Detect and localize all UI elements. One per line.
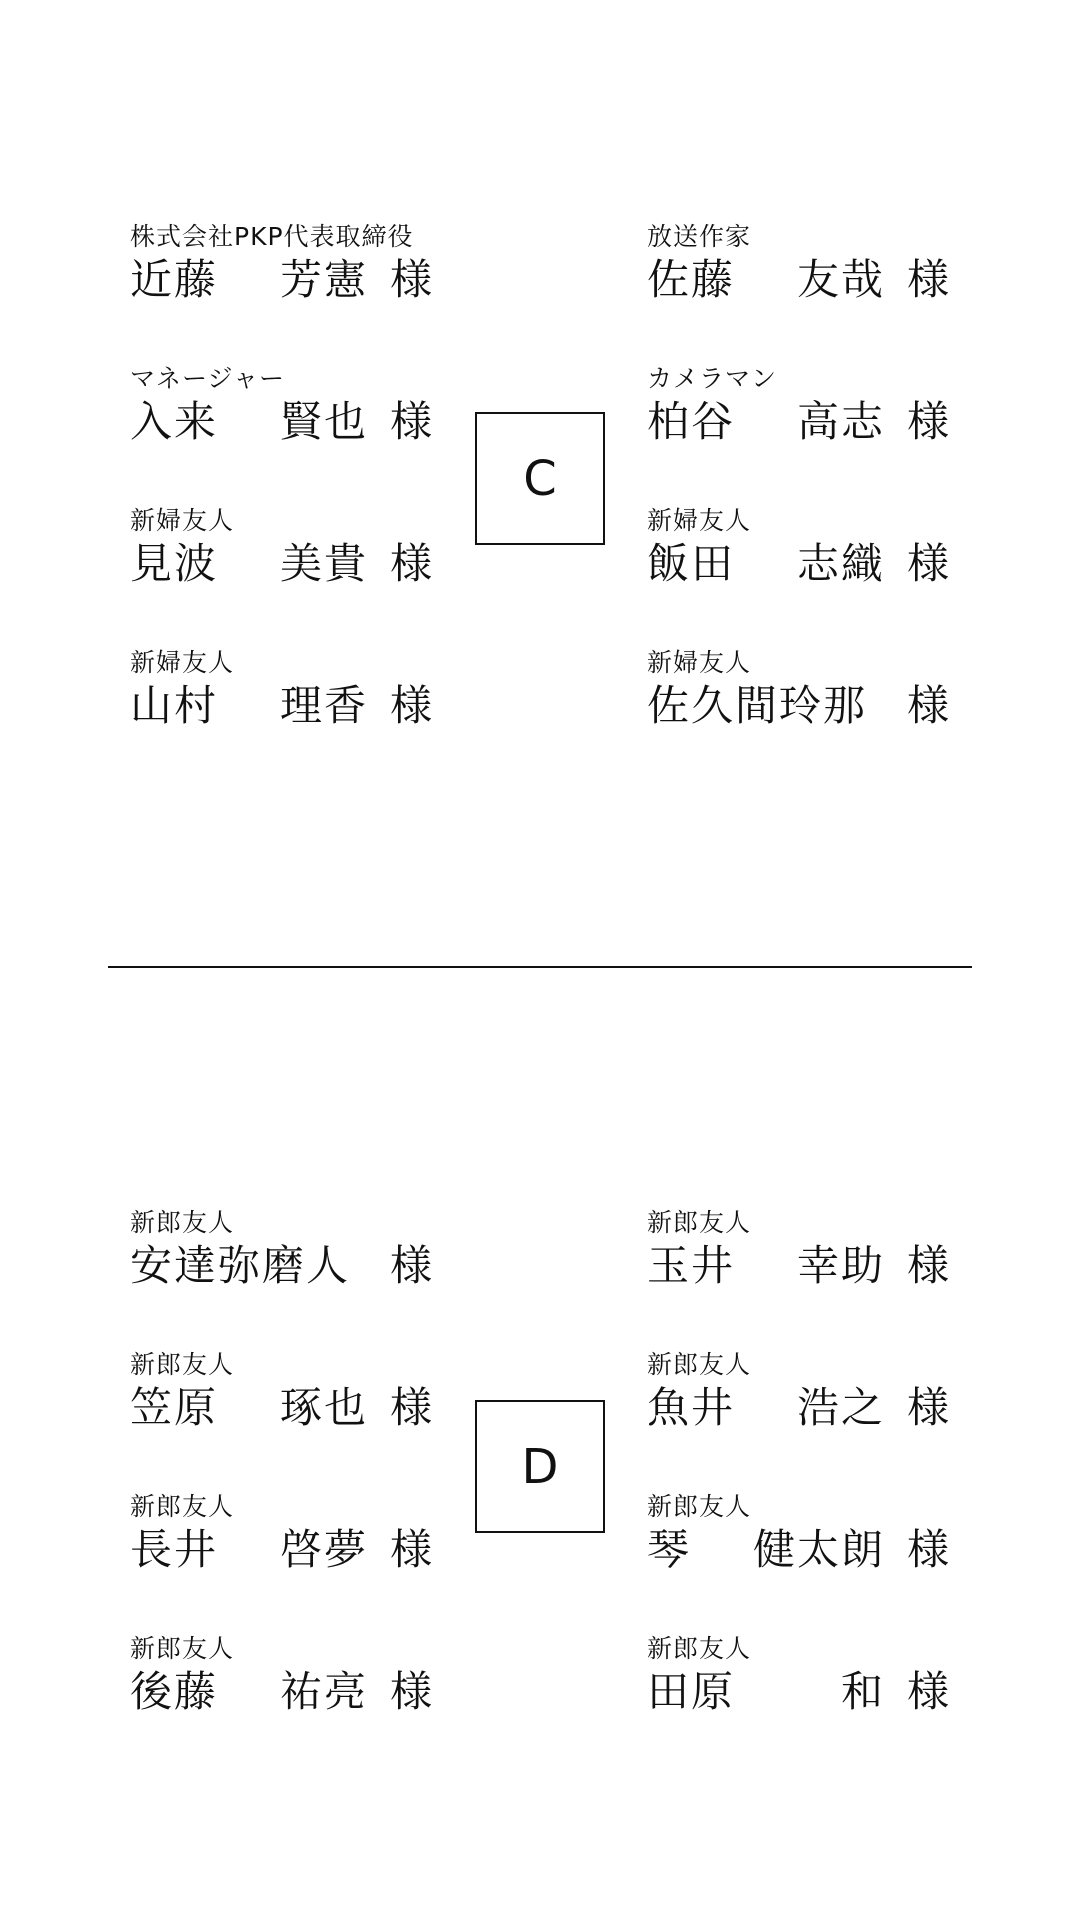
guest-card xyxy=(130,648,434,734)
guest-role: 新婦友人 xyxy=(647,648,752,677)
guest-name xyxy=(130,1664,368,1720)
guest-name-row xyxy=(647,536,951,592)
guest-name-row xyxy=(130,252,434,308)
guest-card xyxy=(647,648,951,734)
guest-card xyxy=(647,506,951,592)
guest-role: 新郎友人 xyxy=(647,1492,752,1521)
guest-surname: 近藤 xyxy=(130,255,219,304)
guest-surname: 長井 xyxy=(130,1525,219,1574)
guest-role: 新郎友人 xyxy=(647,1350,752,1379)
table-label-c: C xyxy=(475,412,605,545)
guest-role: 新郎友人 xyxy=(130,1634,235,1663)
guest-card xyxy=(647,1492,951,1578)
guest-name-row xyxy=(130,1238,434,1294)
guest-surname: 柏谷 xyxy=(647,397,736,446)
guest-name-row xyxy=(130,394,434,450)
guest-role: 新郎友人 xyxy=(130,1208,235,1237)
guest-name-row xyxy=(647,678,951,734)
guest-given-name: 芳憲 xyxy=(279,255,368,304)
guest-given-name: 友哉 xyxy=(796,255,885,304)
guest-honorific: 様 xyxy=(906,1525,951,1574)
guest-name xyxy=(130,1238,368,1294)
guest-name xyxy=(647,394,885,450)
guest-name xyxy=(130,394,368,450)
guest-role: 新婦友人 xyxy=(130,648,235,677)
guest-name xyxy=(647,1380,885,1436)
guest-honorific: 様 xyxy=(906,397,951,446)
guest-role: 株式会社PKP代表取締役 xyxy=(130,222,414,251)
guest-given-name: 幸助 xyxy=(796,1241,885,1290)
guest-role: マネージャー xyxy=(130,364,286,393)
guest-name xyxy=(647,1522,885,1578)
guest-given-name: 賢也 xyxy=(279,397,368,446)
guest-name-row xyxy=(647,394,951,450)
guest-card xyxy=(647,1350,951,1436)
guest-name xyxy=(647,1664,885,1720)
guest-surname: 山村 xyxy=(130,681,219,730)
guest-role: 新郎友人 xyxy=(130,1350,235,1379)
guest-honorific: 様 xyxy=(906,1241,951,1290)
guest-given-name: 美貴 xyxy=(279,539,368,588)
guest-name-row xyxy=(130,1522,434,1578)
guest-surname: 入来 xyxy=(130,397,219,446)
guest-given-name: 志織 xyxy=(796,539,885,588)
guest-name-row xyxy=(130,678,434,734)
guest-name-row xyxy=(647,1522,951,1578)
guest-name-row xyxy=(647,252,951,308)
guest-name xyxy=(130,252,368,308)
section-divider xyxy=(108,966,972,968)
guest-surname: 琴 xyxy=(647,1525,692,1574)
guest-given-name: 琢也 xyxy=(279,1383,368,1432)
guest-name xyxy=(647,1238,885,1294)
guest-surname: 飯田 xyxy=(647,539,736,588)
guest-given-name: 浩之 xyxy=(796,1383,885,1432)
guest-full-name: 安達弥磨人 xyxy=(130,1241,351,1290)
guest-given-name: 高志 xyxy=(796,397,885,446)
guest-given-name: 祐亮 xyxy=(279,1667,368,1716)
guest-role: 新婦友人 xyxy=(647,506,752,535)
guest-honorific: 様 xyxy=(906,1383,951,1432)
guest-card xyxy=(130,1492,434,1578)
guest-name-row xyxy=(130,1380,434,1436)
guest-card xyxy=(647,364,951,450)
guest-role: 新郎友人 xyxy=(647,1208,752,1237)
guest-honorific: 様 xyxy=(906,1667,951,1716)
guest-honorific: 様 xyxy=(906,255,951,304)
guest-role: カメラマン xyxy=(647,364,778,393)
guest-name xyxy=(647,252,885,308)
guest-card xyxy=(130,222,434,308)
guest-surname: 笠原 xyxy=(130,1383,219,1432)
guest-surname: 玉井 xyxy=(647,1241,736,1290)
guest-full-name: 佐久間玲那 xyxy=(647,681,868,730)
guest-name-row xyxy=(130,1664,434,1720)
guest-surname: 後藤 xyxy=(130,1667,219,1716)
guest-role: 新婦友人 xyxy=(130,506,235,535)
guest-honorific: 様 xyxy=(389,1383,434,1432)
table-label-d: D xyxy=(475,1400,605,1533)
guest-card xyxy=(647,1634,951,1720)
guest-name-row xyxy=(647,1238,951,1294)
guest-card xyxy=(647,222,951,308)
guest-honorific: 様 xyxy=(906,681,951,730)
guest-name-row xyxy=(647,1664,951,1720)
guest-honorific: 様 xyxy=(389,1525,434,1574)
guest-given-name: 和 xyxy=(840,1667,885,1716)
guest-name xyxy=(647,536,885,592)
guest-name xyxy=(647,678,885,734)
guest-honorific: 様 xyxy=(389,255,434,304)
guest-name xyxy=(130,678,368,734)
guest-name xyxy=(130,536,368,592)
guest-role: 新郎友人 xyxy=(647,1634,752,1663)
guest-given-name: 理香 xyxy=(279,681,368,730)
guest-name-row xyxy=(130,536,434,592)
guest-name-row xyxy=(647,1380,951,1436)
guest-card xyxy=(130,1208,434,1294)
guest-given-name: 啓夢 xyxy=(279,1525,368,1574)
guest-surname: 田原 xyxy=(647,1667,736,1716)
guest-role: 新郎友人 xyxy=(130,1492,235,1521)
guest-honorific: 様 xyxy=(389,1667,434,1716)
guest-surname: 見波 xyxy=(130,539,219,588)
guest-role: 放送作家 xyxy=(647,222,752,251)
guest-surname: 佐藤 xyxy=(647,255,736,304)
guest-card xyxy=(647,1208,951,1294)
guest-surname: 魚井 xyxy=(647,1383,736,1432)
guest-given-name: 健太朗 xyxy=(752,1525,885,1574)
guest-honorific: 様 xyxy=(389,397,434,446)
guest-honorific: 様 xyxy=(389,1241,434,1290)
guest-card xyxy=(130,1350,434,1436)
guest-name xyxy=(130,1380,368,1436)
guest-card xyxy=(130,364,434,450)
guest-name xyxy=(130,1522,368,1578)
guest-card xyxy=(130,506,434,592)
guest-card xyxy=(130,1634,434,1720)
guest-honorific: 様 xyxy=(906,539,951,588)
guest-honorific: 様 xyxy=(389,539,434,588)
guest-honorific: 様 xyxy=(389,681,434,730)
